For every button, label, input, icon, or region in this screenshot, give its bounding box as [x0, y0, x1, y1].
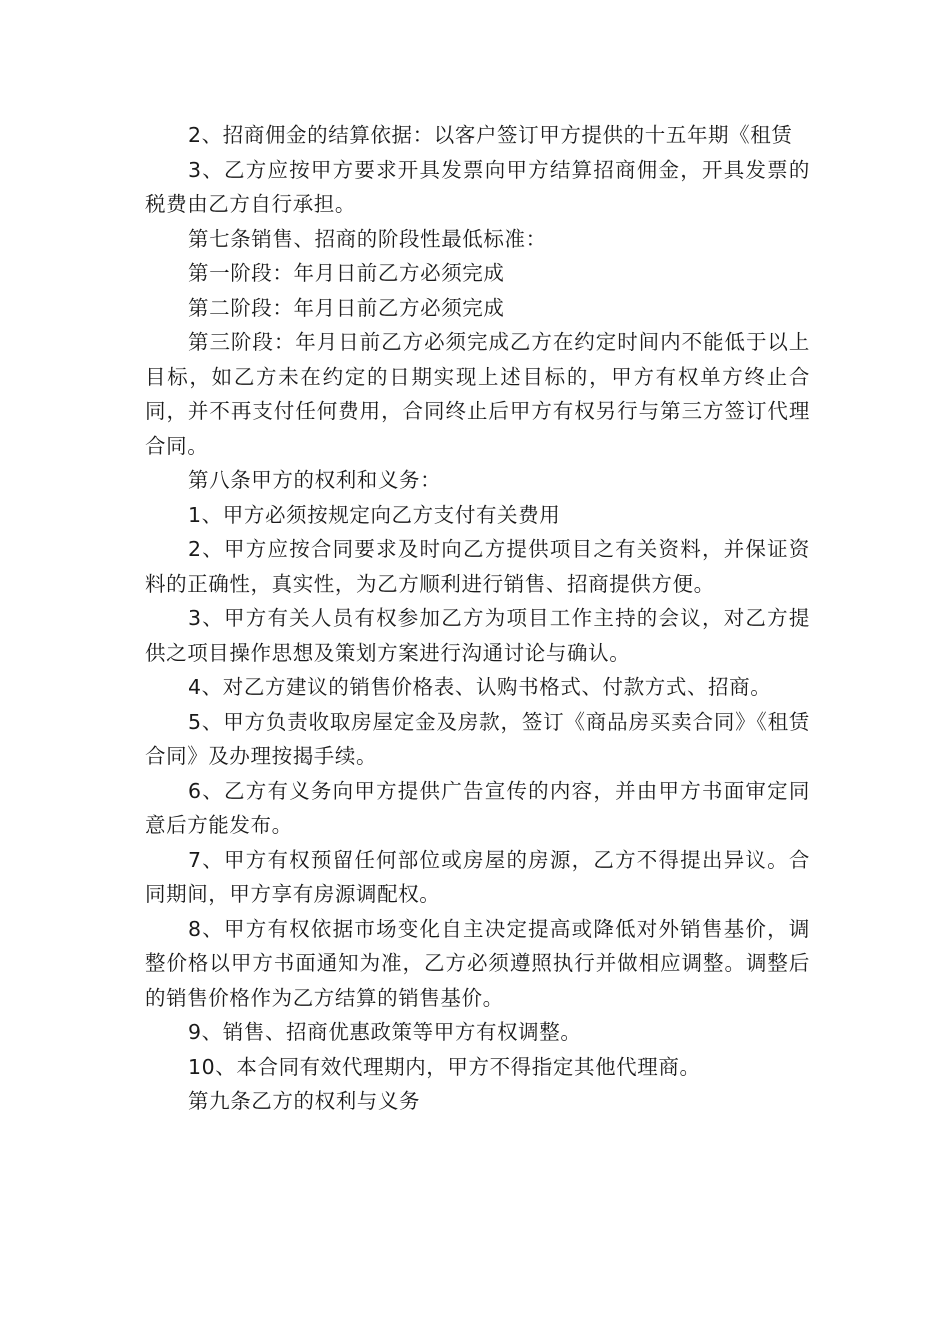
paragraph-invoice: 3、乙方应按甲方要求开具发票向甲方结算招商佣金，开具发票的税费由乙方自行承担。 [145, 157, 810, 216]
paragraph-party-a-item-6: 6、乙方有义务向甲方提供广告宣传的内容，并由甲方书面审定同意后方能发布。 [145, 778, 810, 837]
paragraph-party-a-item-2: 2、甲方应按合同要求及时向乙方提供项目之有关资料，并保证资料的正确性，真实性，为乙方顺利进行销售、招商提供方便。 [145, 537, 810, 596]
paragraph-party-a-item-4: 4、对乙方建议的销售价格表、认购书格式、付款方式、招商。 [188, 675, 772, 699]
paragraph-party-a-item-1: 1、甲方必须按规定向乙方支付有关费用 [188, 502, 561, 527]
heading-article-9: 第九条乙方的权利与义务 [188, 1089, 421, 1113]
paragraph-commission-basis: 2、招商佣金的结算依据：以客户签订甲方提供的十五年期《租赁 [188, 123, 793, 147]
paragraph-stage-2: 第二阶段：年月日前乙方必须完成 [188, 295, 505, 320]
paragraph-party-a-item-10: 10、本合同有效代理期内，甲方不得指定其他代理商。 [188, 1054, 701, 1079]
document-body [145, 118, 810, 1119]
paragraph-party-a-item-3: 3、甲方有关人员有权参加乙方为项目工作主持的会议，对乙方提供之项目操作思想及策划方案进行沟通讨论与确认。 [145, 606, 810, 665]
paragraph-party-a-item-9: 9、销售、招商优惠政策等甲方有权调整。 [188, 1020, 582, 1044]
paragraph-party-a-item-8: 8、甲方有权依据市场变化自主决定提高或降低对外销售基价，调整价格以甲方书面通知为准，乙方必须遵照执行并做相应调整。调整后的销售价格作为乙方结算的销售基价。 [145, 916, 810, 1010]
heading-article-8: 第八条甲方的权利和义务： [188, 468, 442, 492]
paragraph-party-a-item-7: 7、甲方有权预留任何部位或房屋的房源，乙方不得提出异议。合同期间，甲方享有房源调配权。 [145, 847, 810, 906]
paragraph-stage-3: 第三阶段：年月日前乙方必须完成乙方在约定时间内不能低于以上目标，如乙方未在约定的日期实现上述目标的，甲方有权单方终止合同，并不再支付任何费用，合同终止后甲方有权另行与第三方签订代理合同。 [145, 330, 810, 458]
paragraph-stage-1: 第一阶段：年月日前乙方必须完成 [188, 261, 505, 285]
paragraph-party-a-item-5: 5、甲方负责收取房屋定金及房款，签订《商品房买卖合同》《租赁合同》及办理按揭手续。 [145, 709, 810, 768]
heading-article-7: 第七条销售、招商的阶段性最低标准： [188, 226, 547, 251]
